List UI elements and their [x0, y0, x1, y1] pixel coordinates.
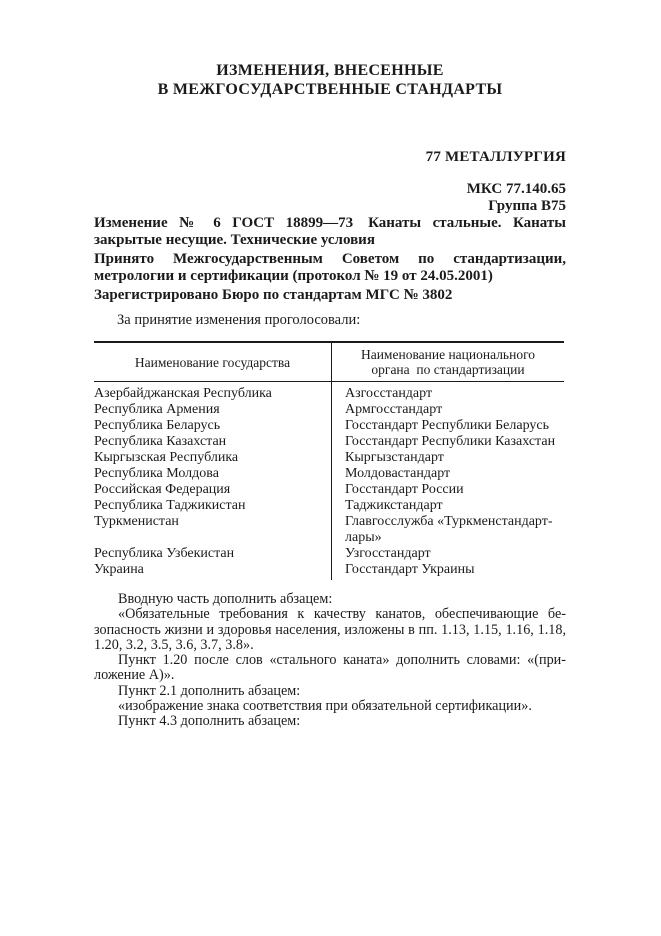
org-cell: Азгосстандарт [331, 382, 564, 402]
state-cell: Республика Казахстан [94, 434, 227, 449]
state-cell: Республика Беларусь [94, 418, 221, 433]
org-cell: Госстандарт России [331, 482, 564, 498]
table-row [94, 450, 564, 466]
org-cell: Узгосстандарт [331, 546, 564, 562]
amendment-heading: Изменение № 6 ГОСТ 18899—73 Канаты стальные. Канаты закрытые несущие. Технические условия [94, 215, 566, 248]
classification-codes [94, 181, 566, 214]
votes-table-body [94, 382, 564, 580]
amendment-paragraph: «Обязательные требования к качеству канатов, обеспечивающие безопасность жизни и здоровья населения, изложены в пп. 1.13, 1.15, 1.16, 1.18, 1.20, 3.2, 3.5, 3.6, 3.7, 3.8». [94, 606, 566, 653]
votes-table [94, 341, 564, 580]
amendment-paragraph: «изображение знака соответствия при обязательной сертификации». [118, 698, 532, 715]
table-row [94, 562, 564, 580]
state-column-header: Наименование государства [134, 354, 291, 370]
table-row [94, 482, 564, 498]
section-heading: 77 МЕТАЛЛУРГИЯ [425, 149, 566, 165]
amendment-text-block [94, 592, 566, 730]
amendment-paragraph: Пункт 4.3 дополнить абзацем: [118, 713, 301, 730]
amendment-paragraph: Вводную часть дополнить абзацем: [118, 591, 333, 607]
org-cell: Армгосстандарт [331, 402, 564, 418]
org-column-header: Наименование национального органа по стандартизации [331, 343, 564, 381]
org-cell: Молдовастандарт [331, 466, 564, 482]
state-cell: Российская Федерация [94, 482, 231, 497]
org-cell: Госстандарт Республики Казахстан [331, 434, 564, 450]
state-cell: Туркменистан [94, 514, 179, 529]
accepted-paragraph: Принято Межгосударственным Советом по стандартизации, метрологии и сертификации (протокол № 19 от 24.05.2001) [94, 251, 566, 284]
mks-code: МКС 77.140.65 [466, 181, 566, 197]
table-row [94, 498, 564, 514]
state-cell: Республика Армения [94, 402, 220, 417]
state-cell: Республика Узбекистан [94, 546, 235, 561]
state-cell: Украина [94, 562, 144, 577]
org-cell: Таджикстандарт [331, 498, 564, 514]
table-row [94, 434, 564, 450]
org-cell: Госстандарт Республики Беларусь [331, 418, 564, 434]
document-title [94, 61, 566, 99]
org-cell: Госстандарт Украины [331, 562, 564, 580]
org-cell: Кыргызстандарт [331, 450, 564, 466]
table-row [94, 514, 564, 546]
state-cell: Кыргызская Республика [94, 450, 239, 465]
votes-table-header [94, 341, 564, 382]
amendment-paragraph: Пункт 2.1 дополнить абзацем: [118, 682, 301, 699]
document-title-line-2: В МЕЖГОСУДАРСТВЕННЫЕ СТАНДАРТЫ [157, 81, 503, 98]
table-row [94, 382, 564, 402]
state-cell: Азербайджанская Республика [94, 386, 272, 401]
amendment-paragraph: Пункт 1.20 после слов «стального каната» дополнить словами: «(приложение А)». [94, 652, 566, 684]
group-code: Группа В75 [488, 197, 566, 214]
vote-intro: За принятие изменения проголосовали: [117, 312, 361, 328]
table-row [94, 402, 564, 418]
org-cell: Главгосслужба «Туркменстандарт- лары» [331, 514, 564, 546]
table-row [94, 466, 564, 482]
state-cell: Республика Таджикистан [94, 498, 246, 513]
document-title-line-1: ИЗМЕНЕНИЯ, ВНЕСЕННЫЕ [216, 62, 444, 79]
state-cell: Республика Молдова [94, 466, 219, 481]
registered-paragraph: Зарегистрировано Бюро по стандартам МГС № 3802 [94, 287, 453, 303]
table-row [94, 546, 564, 562]
table-row [94, 418, 564, 434]
